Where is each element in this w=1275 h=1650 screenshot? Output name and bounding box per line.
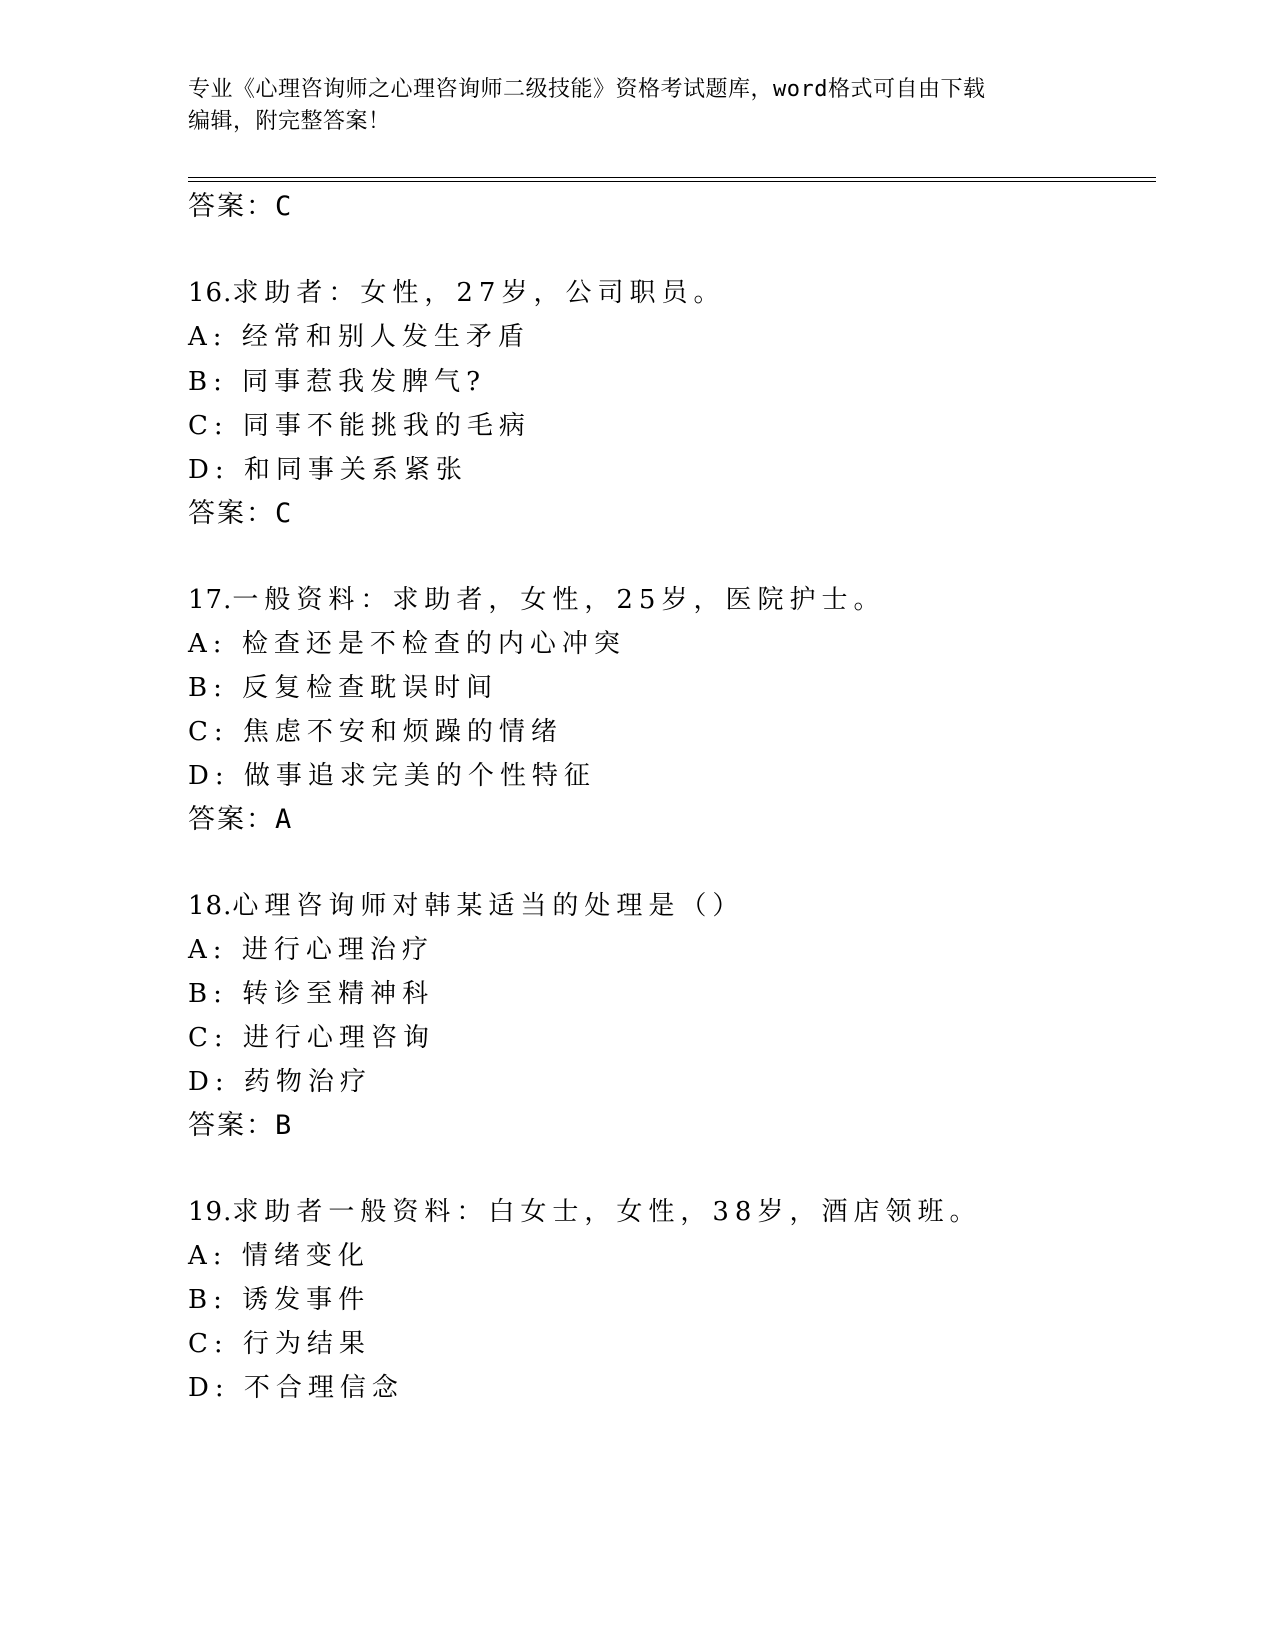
- question-19-option-d: [188, 1371, 404, 1405]
- option-text: 焦虑不安和烦躁的情绪: [242, 717, 563, 747]
- option-text: 情绪变化: [241, 1241, 370, 1271]
- question-17-option-d: [188, 759, 596, 793]
- option-letter: C:: [188, 411, 229, 441]
- question-18-option-c: [188, 1021, 435, 1055]
- question-17-option-a: [188, 627, 626, 661]
- option-text: 经常和别人发生矛盾: [241, 322, 530, 352]
- question-18-answer: [188, 1109, 293, 1143]
- option-letter: B:: [188, 1285, 228, 1315]
- option-text: 做事追求完美的个性特征: [243, 761, 596, 791]
- option-text: 检查还是不检查的内心冲突: [241, 629, 626, 659]
- question-16-option-d: [188, 453, 468, 487]
- question-18-option-a: [188, 933, 434, 967]
- question-19-stem: [188, 1195, 981, 1229]
- option-text: 药物治疗: [243, 1067, 372, 1097]
- answer-value: C: [275, 498, 294, 529]
- question-18-option-d: [188, 1065, 372, 1099]
- question-number: 18.: [188, 891, 233, 921]
- question-17-answer: [188, 803, 293, 837]
- question-18-option-b: [188, 977, 434, 1011]
- option-letter: D:: [188, 761, 230, 791]
- question-text: 心理咨询师对韩某适当的处理是（）: [232, 891, 745, 921]
- answer-label: 答案：: [188, 498, 275, 529]
- option-letter: B:: [188, 979, 228, 1009]
- option-letter: D:: [188, 1067, 230, 1097]
- option-text: 诱发事件: [242, 1285, 371, 1315]
- answer-value: B: [275, 1110, 294, 1141]
- answer-label: 答案：: [188, 191, 275, 222]
- option-letter: C:: [188, 1023, 229, 1053]
- question-text: 求助者一般资料：白女士，女性，38岁，酒店领班。: [232, 1197, 982, 1227]
- question-19-option-b: [188, 1283, 370, 1317]
- question-text: 一般资料：求助者，女性，25岁，医院护士。: [232, 585, 886, 615]
- question-17-option-c: [188, 715, 563, 749]
- document-header: [188, 74, 1088, 138]
- option-letter: B:: [188, 367, 228, 397]
- header-line-1: 专业《心理咨询师之心理咨询师二级技能》资格考试题库，word格式可自由下载: [188, 77, 986, 102]
- question-18-stem: [188, 889, 744, 923]
- question-number: 17.: [188, 585, 233, 615]
- option-letter: A:: [188, 322, 228, 352]
- option-letter: C:: [188, 717, 229, 747]
- option-letter: D:: [188, 455, 230, 485]
- option-text: 和同事关系紧张: [243, 455, 468, 485]
- option-letter: C:: [188, 1329, 229, 1359]
- question-16-option-b: [188, 365, 486, 399]
- question-16-option-a: [188, 320, 530, 354]
- option-text: 行为结果: [242, 1329, 371, 1359]
- option-text: 反复检查耽误时间: [242, 673, 499, 703]
- answer-label: 答案：: [188, 804, 275, 835]
- option-text: 进行心理治疗: [241, 935, 434, 965]
- answer-value: A: [275, 804, 294, 835]
- option-text: 进行心理咨询: [242, 1023, 435, 1053]
- question-number: 19.: [188, 1197, 233, 1227]
- header-line-2: 编辑，附完整答案！: [188, 109, 391, 134]
- option-letter: B:: [188, 673, 228, 703]
- option-text: 同事不能挑我的毛病: [242, 411, 531, 441]
- option-text: 转诊至精神科: [242, 979, 435, 1009]
- option-letter: A:: [188, 1241, 228, 1271]
- option-text: 不合理信念: [243, 1373, 404, 1403]
- option-text: 同事惹我发脾气?: [242, 367, 487, 397]
- header-divider: [188, 177, 1156, 182]
- question-text: 求助者：女性，27岁，公司职员。: [232, 278, 726, 308]
- question-16-answer: [188, 497, 293, 531]
- option-letter: A:: [188, 935, 228, 965]
- question-16-option-c: [188, 409, 531, 443]
- option-letter: D:: [188, 1373, 230, 1403]
- question-number: 16.: [188, 278, 233, 308]
- question-17-option-b: [188, 671, 498, 705]
- answer-value: C: [275, 191, 294, 222]
- question-17-stem: [188, 583, 885, 617]
- option-letter: A:: [188, 629, 228, 659]
- question-19-option-c: [188, 1327, 371, 1361]
- answer-label: 答案：: [188, 1110, 275, 1141]
- answer-line-prev: [188, 190, 293, 224]
- question-16-stem: [188, 276, 725, 310]
- question-19-option-a: [188, 1239, 370, 1273]
